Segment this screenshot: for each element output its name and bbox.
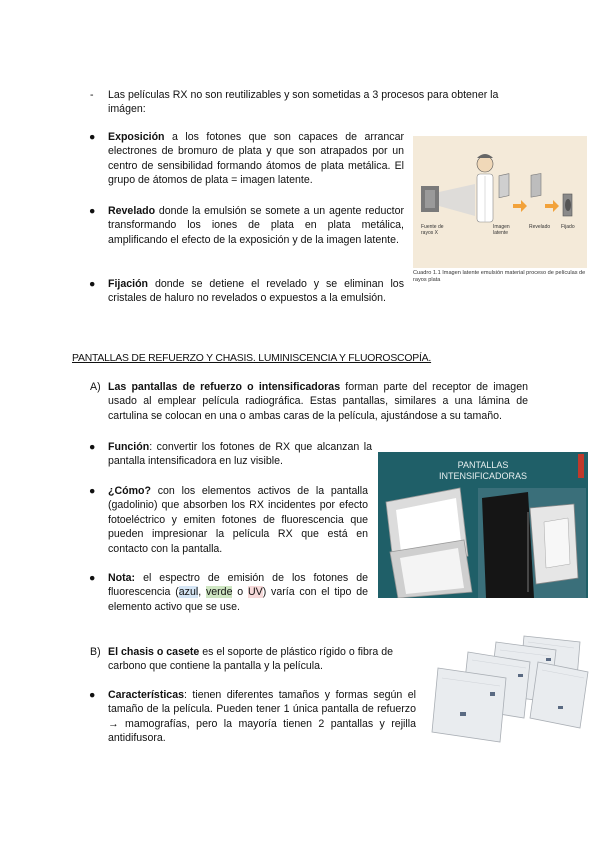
- bullet: ●: [89, 278, 96, 290]
- figure-title-line2: INTENSIFICADORAS: [438, 471, 527, 481]
- cassettes-figure: [420, 628, 590, 750]
- text: el espectro de emisión de los fotones de fluorescencia (: [108, 572, 368, 599]
- label-developed: Revelado: [529, 224, 551, 230]
- screens-funcion: [108, 440, 372, 469]
- bullet: ●: [89, 689, 96, 701]
- term: Características: [108, 689, 184, 701]
- latent-image-illustration: [413, 136, 587, 268]
- cassette-right-icon: [478, 488, 586, 598]
- text: con los elementos activos de la pantalla (gadolinio) que absorben los RX incidentes por efecto fotoeléctrico y emiten fotones de fluorescencia que pueden impresionar la película RX que está en contacto con la pantalla.: [108, 485, 368, 555]
- term: Exposición: [108, 131, 165, 143]
- bullet: ●: [89, 572, 96, 584]
- latent-image-figure: [413, 136, 587, 268]
- bullet: ●: [89, 485, 96, 497]
- cassette-left-icon: [386, 488, 472, 598]
- bullet: ●: [89, 205, 96, 217]
- item-a-paragraph: [108, 380, 528, 423]
- process-revelado: [108, 204, 404, 247]
- chasis-caracteristicas: [108, 688, 416, 746]
- dash-marker: -: [90, 89, 94, 101]
- color-azul: azul: [178, 586, 199, 599]
- term: El chasis o casete: [108, 646, 200, 658]
- label-source: Fuente de rayos X: [421, 224, 444, 236]
- list-marker-a: A): [90, 381, 101, 393]
- cassette-icon: [530, 662, 588, 728]
- color-verde: verde: [205, 586, 233, 599]
- technician-icon: [477, 156, 493, 172]
- figure-caption: Cuadro 1.1 Imagen latente emulsión material proceso de películas de rayos plata: [413, 270, 586, 283]
- cassette-icon: [432, 668, 506, 742]
- process-fijacion: [108, 277, 404, 306]
- screens-como: [108, 484, 368, 556]
- film-developed-icon: [531, 173, 541, 197]
- color-uv: UV: [247, 586, 263, 599]
- list-marker-b: B): [90, 646, 101, 658]
- item-b-paragraph: [108, 645, 416, 674]
- separator: o: [232, 586, 248, 599]
- text: a los fotones que son capaces de arrancar electrones de bromuro de plata y que son atrapados por un centro de sensibilidad formando átomos de plata metálica. El grupo de átomos de plata = imagen latente.: [108, 131, 404, 187]
- term: Revelado: [108, 205, 156, 217]
- arrow-icon: [513, 200, 527, 212]
- intro-paragraph: Las películas RX no son reutilizables y son sometidas a 3 procesos para obtener la imágen:: [108, 89, 499, 116]
- text: forman parte del receptor de imagen usado al emplear película radiográfica. Estas pantallas, similares a una lámina de cartulina se colocan en una o ambas caras de la película, ajustándose a su tamaño.: [108, 381, 528, 422]
- term: Fijación: [108, 278, 149, 290]
- bullet: ●: [89, 441, 96, 453]
- text: es el soporte de plástico rígido o fibra de carbono que contiene la pantalla y la película.: [108, 646, 394, 673]
- bullet: ●: [89, 131, 96, 143]
- label-latent: Imagen latente: [493, 224, 510, 236]
- film-latent-icon: [499, 174, 509, 198]
- term: Las pantallas de refuerzo o intensificadoras: [108, 381, 341, 393]
- term: Función: [108, 441, 150, 453]
- separator: ,: [198, 586, 206, 599]
- label-fixed: Fijado: [561, 224, 575, 230]
- text: : tienen diferentes tamaños y formas según el tamaño de la película. Pueden tener 1 única pantalla de refuerzo → mamografías, pero la mayoría tienen 2 pantallas y rejilla antidifusora.: [108, 689, 416, 745]
- arrow-icon: [545, 200, 559, 212]
- term: ¿Cómo?: [108, 485, 151, 497]
- cassettes-illustration: [420, 628, 590, 750]
- figure-title-line1: PANTALLAS: [457, 460, 509, 470]
- text: : convertir los fotones de RX que alcanzan la pantalla intensificadora en luz visible.: [108, 441, 372, 468]
- term: Nota:: [108, 572, 136, 584]
- process-exposicion: [108, 130, 404, 188]
- intensifying-screens-illustration: [378, 452, 588, 598]
- text: donde se detiene el revelado y se eliminan los cristales de haluro no revelados o expuestos a la emulsión.: [108, 278, 404, 305]
- section-heading: PANTALLAS DE REFUERZO Y CHASIS. LUMINISCENCIA Y FLUOROSCOPÍA.: [72, 353, 432, 364]
- screens-nota: [108, 571, 368, 614]
- text: donde la emulsión se somete a un agente reductor transformando los iones de plata en plata metálica, amplificando el efecto de la exposición y de la imagen latente.: [108, 205, 404, 246]
- text: ) varía con el tipo de elemento activo que se use.: [108, 586, 369, 613]
- intensifying-screens-figure: [378, 452, 588, 598]
